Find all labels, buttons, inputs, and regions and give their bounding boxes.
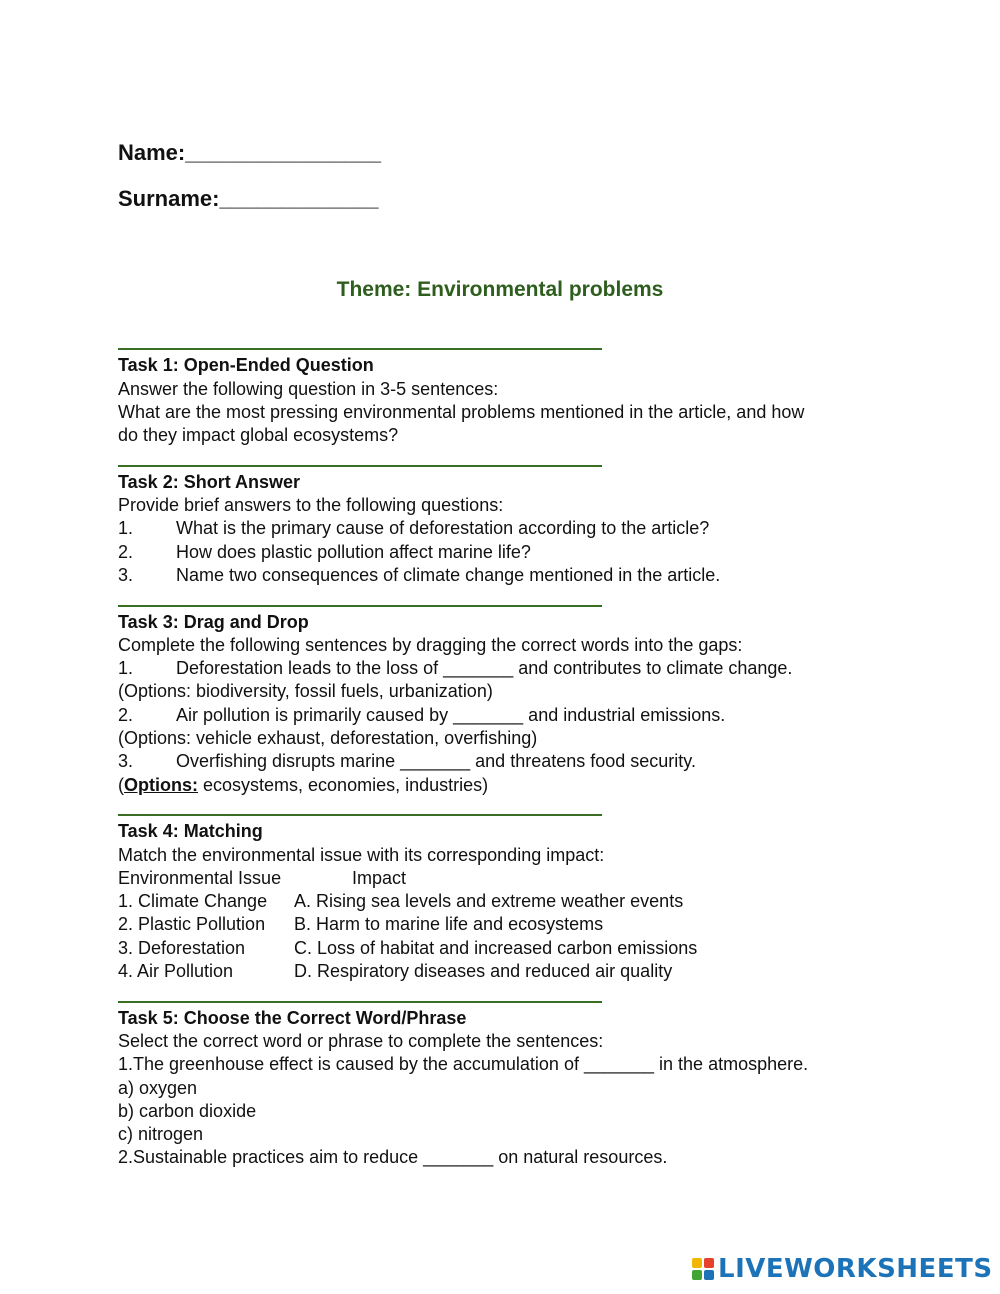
impact-cell: C. Loss of habitat and increased carbon emissions: [294, 937, 698, 958]
section-divider: [118, 797, 968, 820]
task3-item: [118, 704, 968, 727]
task1-instruction: Answer the following question in 3-5 sentences:: [118, 378, 499, 399]
task5-instruction: Select the correct word or phrase to complete the sentences:: [118, 1030, 604, 1051]
issue-cell: 3. Deforestation: [118, 937, 246, 958]
item-text: Name two consequences of climate change mentioned in the article.: [176, 564, 721, 585]
item-number: 1.: [118, 658, 134, 679]
task3-item: [118, 750, 968, 773]
item-text: How does plastic pollution affect marine life?: [176, 541, 531, 562]
logo-square: [692, 1258, 702, 1268]
logo-square: [704, 1270, 714, 1280]
item-text: Air pollution is primarily caused by _______ and industrial emissions.: [176, 704, 726, 725]
item-number: 1.: [118, 518, 134, 539]
impact-cell: D. Respiratory diseases and reduced air quality: [294, 961, 673, 982]
task3-options: (Options: vehicle exhaust, deforestation, overfishing): [118, 728, 538, 749]
section-divider: [118, 331, 968, 354]
logo-text: LIVEWORKSHEETS: [718, 1254, 993, 1284]
item-number: 2.: [118, 541, 134, 562]
column-header-impact: Impact: [352, 867, 407, 888]
page-title: Theme: Environmental problems: [336, 278, 664, 301]
impact-cell: A. Rising sea levels and extreme weather events: [294, 891, 684, 912]
task5-option: c) nitrogen: [118, 1124, 204, 1145]
surname-label: Surname:_____________: [118, 186, 379, 211]
item-text: What is the primary cause of deforestation according to the article?: [176, 518, 710, 539]
impact-cell: B. Harm to marine life and ecosystems: [294, 914, 604, 935]
matching-row: [118, 960, 968, 983]
task2-item: [118, 564, 968, 587]
issue-cell: 1. Climate Change: [118, 891, 268, 912]
item-number: 3.: [118, 751, 134, 772]
name-label: Name:________________: [118, 140, 382, 165]
task1-question-line: do they impact global ecosystems?: [118, 425, 399, 446]
matching-header: [118, 867, 968, 890]
item-number: 3.: [118, 564, 134, 585]
task1-question-line: What are the most pressing environmental problems mentioned in the article, and how: [118, 401, 805, 422]
options-open-paren: (: [118, 774, 124, 795]
logo-square: [704, 1258, 714, 1268]
section-divider: [118, 587, 968, 610]
task5-question: 2.Sustainable practices aim to reduce _______ on natural resources.: [118, 1147, 668, 1168]
matching-row: [118, 890, 968, 913]
item-text: Overfishing disrupts marine _______ and threatens food security.: [176, 751, 696, 772]
item-number: 2.: [118, 704, 134, 725]
task2-item: [118, 517, 968, 540]
task4-title: Task 4: Matching: [118, 821, 263, 842]
task4-instruction: Match the environmental issue with its corresponding impact:: [118, 844, 605, 865]
column-header-issue: Environmental Issue: [118, 867, 282, 888]
task3-options: (Options: biodiversity, fossil fuels, urbanization): [118, 681, 493, 702]
logo-square: [692, 1270, 702, 1280]
task3-item: [118, 657, 968, 680]
issue-cell: 4. Air Pollution: [118, 961, 234, 982]
matching-row: [118, 937, 968, 960]
options-label: Options:: [124, 774, 198, 795]
logo-icon: [692, 1258, 714, 1280]
task5-option: a) oxygen: [118, 1077, 198, 1098]
section-divider: [118, 447, 968, 470]
matching-row: [118, 913, 968, 936]
section-divider: [118, 983, 968, 1006]
liveworksheets-logo: [692, 1254, 993, 1284]
task3-title: Task 3: Drag and Drop: [118, 611, 309, 632]
issue-cell: 2. Plastic Pollution: [118, 914, 266, 935]
task2-title: Task 2: Short Answer: [118, 471, 301, 492]
task3-instruction: Complete the following sentences by dragging the correct words into the gaps:: [118, 634, 743, 655]
task1-title: Task 1: Open-Ended Question: [118, 355, 374, 376]
task2-instruction: Provide brief answers to the following questions:: [118, 495, 504, 516]
options-text: ecosystems, economies, industries): [198, 774, 489, 795]
task5-question: 1.The greenhouse effect is caused by the accumulation of _______ in the atmosphere.: [118, 1054, 809, 1075]
item-text: Deforestation leads to the loss of _______ and contributes to climate change.: [176, 658, 793, 679]
task5-title: Task 5: Choose the Correct Word/Phrase: [118, 1007, 467, 1028]
task3-options: [118, 774, 968, 797]
worksheet-content: [118, 331, 968, 1170]
task5-option: b) carbon dioxide: [118, 1100, 257, 1121]
task2-item: [118, 541, 968, 564]
